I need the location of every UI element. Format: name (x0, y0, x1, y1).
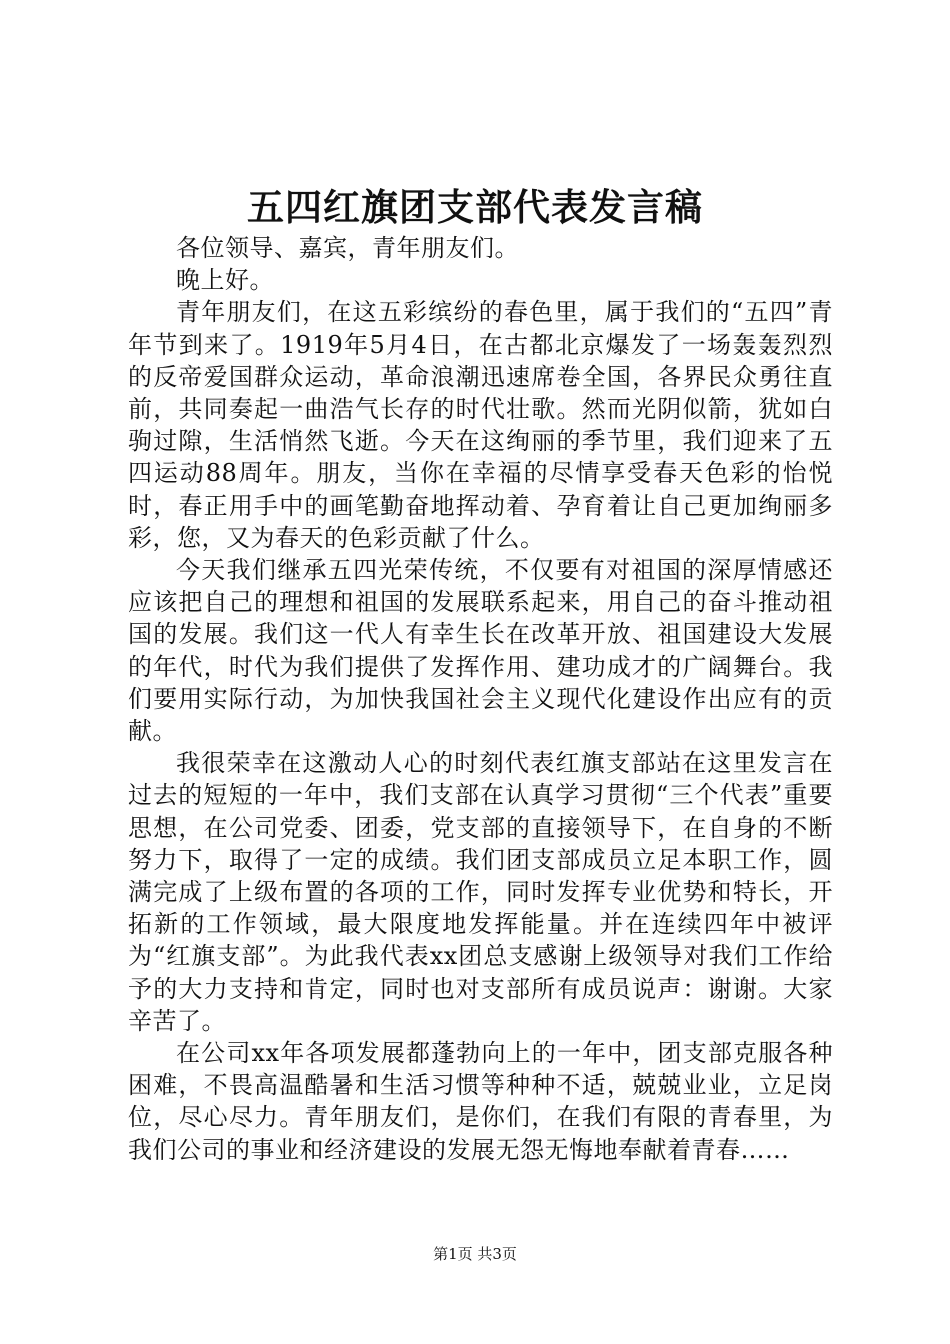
paragraph-4: 在公司xx年各项发展都蓬勃向上的一年中，团支部克服各种困难，不畏高温酷暑和生活习惯等种种不适，兢兢业业，立足岗位，尽心尽力。青年朋友们，是你们，在我们有限的青春里，为我们公司的事业和经济建设的发展无怨无悔地奉献着青春…… (128, 1039, 833, 1164)
paragraph-3: 我很荣幸在这激动人心的时刻代表红旗支部站在这里发言在过去的短短的一年中，我们支部在认真学习贯彻“三个代表”重要思想，在公司党委、团委，党支部的直接领导下，在自身的不断努力下，取得了一定的成绩。我们团支部成员立足本职工作，圆满完成了上级布置的各项的工作，同时发挥专业优势和特长，开拓新的工作领域，最大限度地发挥能量。并在连续四年中被评为“红旗支部”。为此我代表xx团总支感谢上级领导对我们工作给予的大力支持和肯定，同时也对支部所有成员说声：谢谢。大家辛苦了。 (128, 749, 833, 1035)
paragraph-1: 青年朋友们，在这五彩缤纷的春色里，属于我们的“五四”青年节到来了。1919年5月4日，在古都北京爆发了一场轰轰烈烈的反帝爱国群众运动，革命浪潮迅速席卷全国，各界民众勇往直前，共同奏起一曲浩气长存的时代壮歌。然而光阴似箭，犹如白驹过隙，生活悄然飞逝。今天在这绚丽的季节里，我们迎来了五四运动88周年。朋友，当你在幸福的尽情享受春天色彩的怡悦时，春正用手中的画笔勤奋地挥动着、孕育着让自己更加绚丽多彩，您，又为春天的色彩贡献了什么。 (128, 298, 833, 552)
page-footer: 第1页 共3页 (433, 1245, 517, 1263)
document-title: 五四红旗团支部代表发言稿 (247, 185, 703, 229)
paragraph-greeting: 各位领导、嘉宾，青年朋友们。 (176, 234, 519, 262)
paragraph-2: 今天我们继承五四光荣传统，不仅要有对祖国的深厚情感还应该把自己的理想和祖国的发展联系起来，用自己的奋斗推动祖国的发展。我们这一代人有幸生长在改革开放、祖国建设大发展的年代，时代为我们提供了发挥作用、建功成才的广阔舞台。我们要用实际行动，为加快我国社会主义现代化建设作出应有的贡献。 (128, 556, 833, 746)
paragraph-salutation: 晚上好。 (176, 266, 274, 295)
document-body (128, 232, 833, 1166)
